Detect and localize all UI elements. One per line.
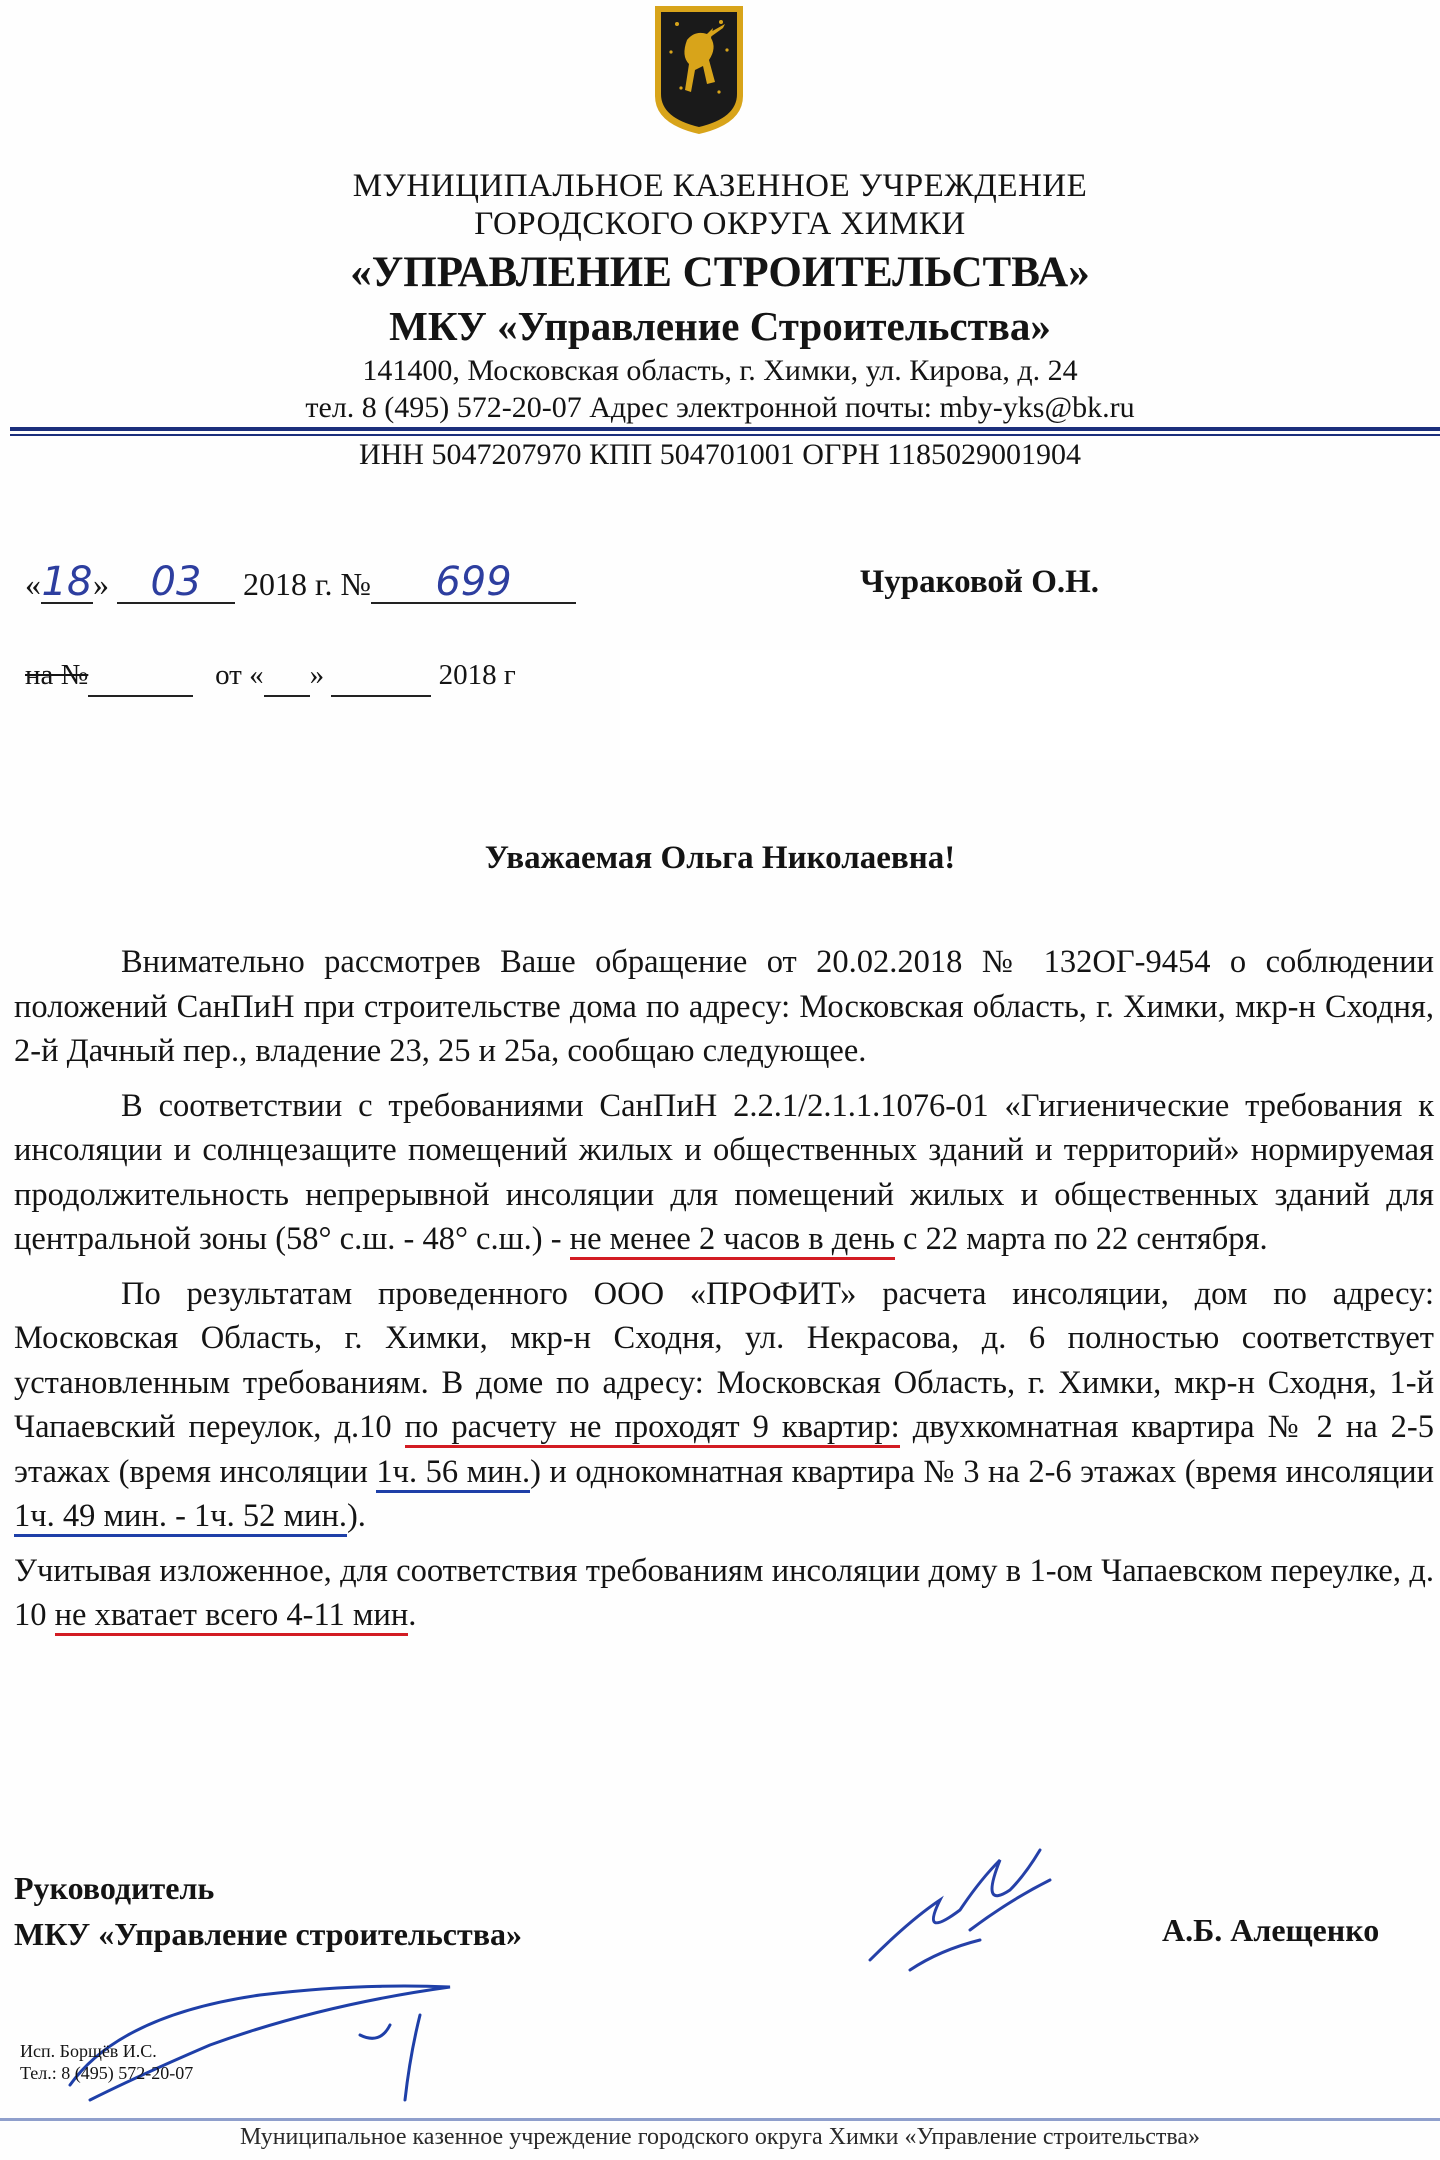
reference-day-blank — [264, 655, 310, 697]
paragraph-3: По результатам проведенного ООО «ПРОФИТ» расчета инсоляции, дом по адресу: Московская Область, г. Химки, мкр-н Сходня, ул. Некрасова, д. 6 полностью соответствует установленным требованиям. В доме по адресу: Московская Область, г. Химки, мкр-н Сходня, 1-й Чапаевский переулок, д.10 по расчету не проходят 9 квартир: двухкомнатная квартира № 2 на 2-5 этажах (время инсоляции 1ч. 56 мин.) и однокомнатная квартира № 3 на 2-6 этажах (время инсоляции 1ч. 49 мин. - 1ч. 52 мин.). — [14, 1272, 1434, 1539]
date-close-quote: » — [93, 566, 109, 602]
date-year: 2018 г. — [243, 566, 333, 602]
executor-phone: Тел.: 8 (495) 572-20-07 — [20, 2063, 194, 2083]
organization-address: 141400, Московская область, г. Химки, ул. Кирова, д. 24 — [362, 354, 1078, 387]
header-divider-thick — [10, 427, 1440, 431]
executor-info — [20, 2040, 193, 2084]
redacted-area — [620, 650, 1440, 760]
signatory-name: А.Б. Алещенко — [1162, 1912, 1380, 1948]
reference-month-blank — [331, 655, 431, 697]
signatory-title — [14, 1865, 522, 1957]
date-day: 18 — [41, 559, 93, 605]
reference-line — [25, 655, 516, 697]
document-number: 699 — [371, 562, 576, 604]
footer-divider — [0, 2118, 1440, 2121]
highlight-time-1: 1ч. 56 мин. — [376, 1454, 530, 1493]
reference-date-label: от « — [215, 659, 264, 691]
date-month: 03 — [117, 562, 235, 604]
handwritten-signature — [850, 1840, 1110, 1980]
highlight-failing-apartments: по расчету не проходят 9 квартир: — [405, 1409, 900, 1448]
organization-contacts: тел. 8 (495) 572-20-07 Адрес электронной почты: mby-yks@bk.ru — [305, 391, 1135, 424]
organization-requisites: ИНН 5047207970 КПП 504701001 ОГРН 1185029001904 — [358, 438, 1082, 471]
header-divider-thin — [10, 434, 1440, 436]
header-line-2: ГОРОДСКОГО ОКРУГА ХИМКИ — [474, 206, 966, 242]
date-open-quote: « — [25, 566, 41, 602]
reference-number-label: на № — [25, 659, 89, 691]
reference-number-blank — [88, 655, 193, 697]
reference-year: 2018 г — [438, 659, 516, 691]
letter-body — [14, 940, 1434, 1648]
signatory-title-line-1: Руководитель — [14, 1870, 215, 1906]
greeting: Уважаемая Ольга Николаевна! — [484, 840, 956, 876]
header-line-1: МУНИЦИПАЛЬНОЕ КАЗЕННОЕ УЧРЕЖДЕНИЕ — [352, 168, 1088, 204]
organization-short-name: МКУ «Управление Строительства» — [389, 303, 1051, 349]
highlight-shortfall: не хватает всего 4-11 мин — [55, 1597, 409, 1636]
paragraph-1: Внимательно рассмотрев Ваше обращение от 20.02.2018 № 132ОГ-9454 о соблюдении положений СанПиН при строительстве дома по адресу: Московская область, г. Химки, мкр-н Сходня, 2-й Дачный пер., владение 23, 25 и 25а, сообщаю следующее. — [14, 944, 1434, 1069]
document-date-number-line — [25, 559, 576, 605]
signatory-title-line-2: МКУ «Управление строительства» — [14, 1916, 522, 1952]
executor-name: Исп. Борщёв И.С. — [20, 2041, 157, 2061]
organization-name: «УПРАВЛЕНИЕ СТРОИТЕЛЬСТВА» — [350, 249, 1090, 296]
reference-close-quote: » — [309, 659, 325, 691]
addressee: Чураковой О.Н. — [860, 564, 1100, 600]
paragraph-4: Учитывая изложенное, для соответствия требованиям инсоляции дому в 1-ом Чапаевском переулке, д. 10 не хватает всего 4-11 мин. — [14, 1549, 1434, 1638]
coat-of-arms-emblem — [651, 0, 747, 136]
highlight-norm: не менее 2 часов в день — [570, 1221, 895, 1260]
highlight-time-2: 1ч. 49 мин. - 1ч. 52 мин. — [14, 1498, 347, 1537]
footer-text: Муниципальное казенное учреждение городского округа Химки «Управление строительства» — [239, 2124, 1201, 2150]
paragraph-2: В соответствии с требованиями СанПиН 2.2.1/2.1.1.1076-01 «Гигиенические требования к инсоляции и солнцезащите помещений жилых и общественных зданий и территорий» нормируемая продолжительность непрерывной инсоляции для помещений жилых и общественных зданий для центральной зоны (58° с.ш. - 48° с.ш.) - не менее 2 часов в день с 22 марта по 22 сентября. — [14, 1084, 1434, 1262]
number-label: № — [340, 566, 372, 602]
